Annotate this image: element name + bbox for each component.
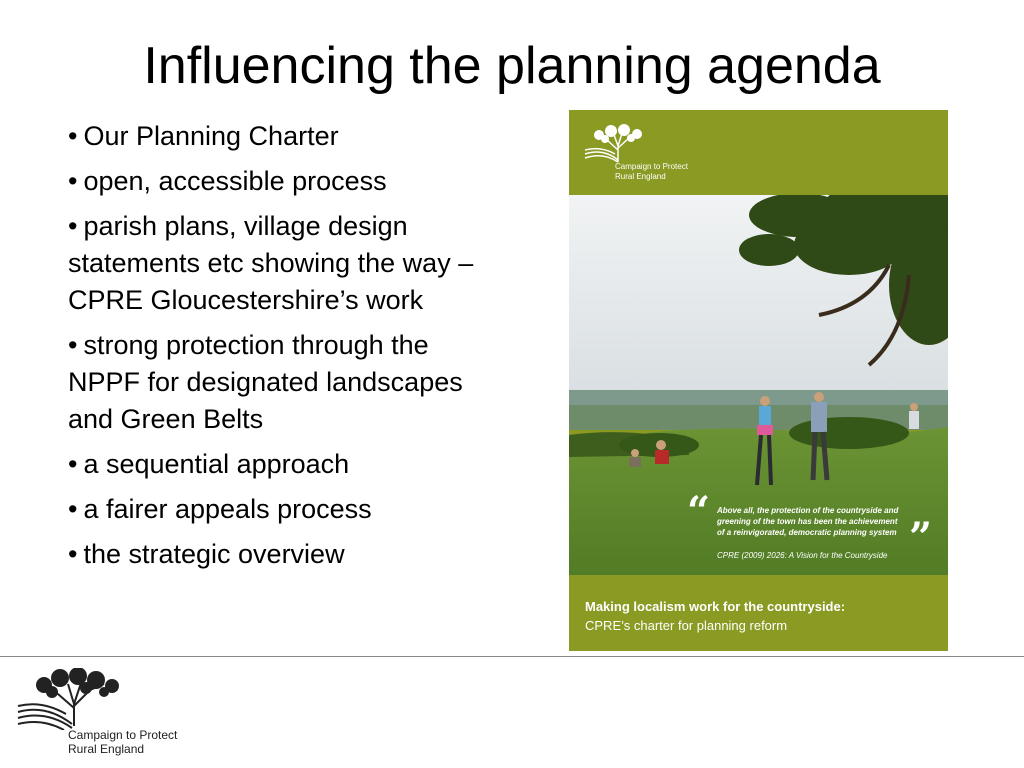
bullet-item [68,491,508,528]
cover-title: Making localism work for the countryside: [585,599,846,614]
bullet-dot: • [68,449,78,479]
cover-org-name: Campaign to Protect Rural England [615,162,688,181]
bullet-dot: • [68,121,78,151]
open-quote-icon: “ [687,488,711,535]
close-quote-icon: ” [909,514,933,561]
bullet-list [68,118,508,581]
bullet-item [68,118,508,155]
bullet-dot: • [68,166,78,196]
cpre-tree-logo-icon [16,668,128,730]
bullet-text: strong protection through the NPPF for designated landscapes and Green Belts [68,330,463,434]
bullet-item [68,208,508,319]
slide-title: Influencing the planning agenda [143,37,881,95]
bullet-dot: • [68,330,78,360]
bullet-dot: • [68,494,78,524]
bullet-item [68,327,508,438]
bullet-text: parish plans, village design statements etc showing the way – CPRE Gloucestershire’s work [68,211,474,315]
cpre-tree-logo-icon [583,124,653,164]
bullet-item [68,446,508,483]
cover-quote: Above all, the protection of the countryside and greening of the town has been the achievement of a reinvigorated, democratic planning system [717,506,899,537]
cover-subtitle: CPRE’s charter for planning reform [585,618,788,633]
cover-quote-source: CPRE (2009) 2026: A Vision for the Countryside [717,551,888,560]
bullet-text: Our Planning Charter [83,121,339,151]
charter-cover-image [569,110,948,651]
bullet-text: the strategic overview [83,539,345,569]
footer-divider [0,656,1024,657]
bullet-text: a sequential approach [83,449,350,479]
bullet-text: open, accessible process [83,166,387,196]
bullet-dot: • [68,211,78,241]
bullet-item [68,163,508,200]
bullet-dot: • [68,539,78,569]
footer-org-name: Campaign to Protect Rural England [68,728,178,756]
bullet-item [68,536,508,573]
bullet-text: a fairer appeals process [83,494,372,524]
cover-title-band [569,575,948,651]
